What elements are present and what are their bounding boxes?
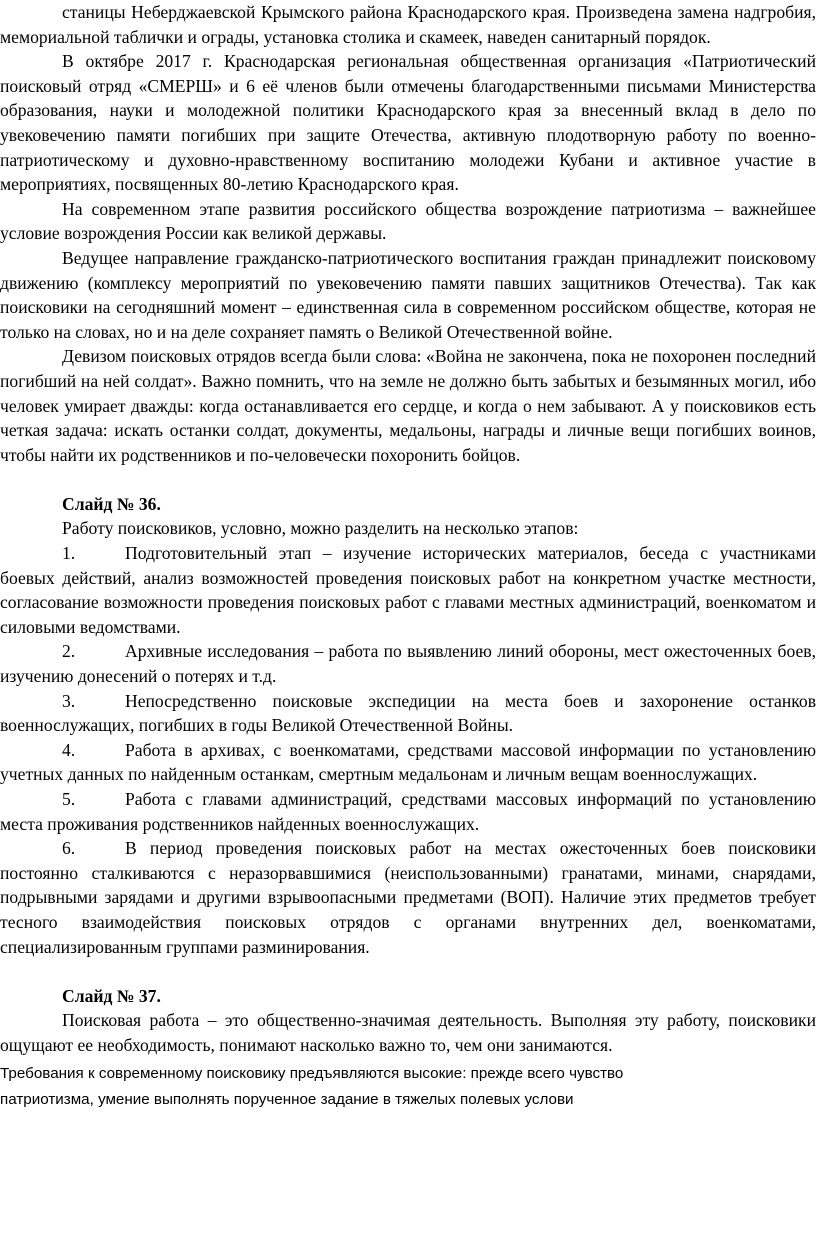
slide-36-intro: Работу поисковиков, условно, можно разделить на несколько этапов:	[62, 518, 579, 539]
paragraph-motto: Девизом поисковых отрядов всегда были слова: «Война не закончена, пока не похоронен последний погибший на ней солдат». Важно помнить, что на земле не должно быть забытых и безымянных могил, ибо человек умирает дважды: когда останавливается его сердце, и когда о нем забывают. А у поисковиков есть четкая задача: искать останки солдат, документы, медальоны, награды и личные вещи погибших воинов, чтобы найти их родственников и по-человечески похоронить бойцов.	[0, 346, 816, 465]
stage-item	[0, 787, 816, 836]
stage-item	[0, 738, 816, 787]
stage-text: Работа в архивах, с военкоматами, средствами массовой информации по установлению учетных данных по найденным останкам, смертным медальонам и личным вещам военнослужащих.	[0, 739, 816, 785]
stage-number: 4.	[62, 739, 76, 760]
stage-item	[0, 541, 816, 639]
paragraph-search-movement: Ведущее направление гражданско-патриотического воспитания граждан принадлежит поисковому движению (комплексу мероприятий по увековечению памяти павших защитников Отечества). Так как поисковики на сегодняшний момент – единственная сила в современном российском обществе, которая не только на словах, но и на деле сохраняет память о Великой Отечественной войне.	[0, 247, 816, 342]
stage-item	[0, 689, 816, 738]
paragraph-smersh-awards: В октябре 2017 г. Краснодарская региональная общественная организация «Патриотический поисковый отряд «СМЕРШ» и 6 её членов были отмечены благодарственными письмами Министерства образования, науки и молодежной политики Краснодарского края за внесенный вклад в дело по увековечению памяти погибших при защите Отечества, активную плодотворную работу по военно-патриотическому и духовно-нравственному воспитанию молодежи Кубани и активное участие в мероприятиях, посвященных 80-летию Краснодарского края.	[0, 51, 816, 195]
paragraph-patriotism-revival: На современном этапе развития российского общества возрождение патриотизма – важнейшее условие возрождения России как великой державы.	[0, 198, 816, 244]
stage-number: 2.	[62, 641, 76, 662]
requirements-line: патриотизма, умение выполнять порученное задание в тяжелых полевых услови	[0, 1091, 574, 1109]
stage-number: 3.	[62, 690, 76, 711]
stage-item	[0, 836, 816, 959]
stage-text: Работа с главами администраций, средствами массовых информаций по установлению места проживания родственников найденных военнослужащих.	[0, 789, 816, 834]
slide-37-paragraph: Поисковая работа – это общественно-значимая деятельность. Выполняя эту работу, поисковики ощущают ее необходимость, понимают насколько важно то, чем они занимаются.	[0, 1010, 816, 1055]
slide-36-heading: Слайд № 36.	[62, 493, 161, 514]
stage-number: 6.	[62, 838, 76, 859]
requirements-line: Требования к современному поисковику предъявляются высокие: прежде всего чувство	[0, 1064, 624, 1082]
stage-text: Непосредственно поисковые экспедиции на места боев и захоронение останков военнослужащих, погибших в годы Великой Отечественной Войны.	[0, 690, 816, 736]
stage-number: 5.	[62, 789, 76, 809]
stage-text: В период проведения поисковых работ на местах ожесточенных боев поисковики постоянно сталкиваются с неразорвавшимися (неиспользованными) гранатами, минами, снарядами, подрывными зарядами и другими взрывоопасными предметами (ВОП). Наличие этих предметов требует тесного взаимодействия поисковых отрядов с органами внутренних дел, военкоматами, специализированным группами разминирования.	[0, 838, 816, 957]
stage-text: Подготовительный этап – изучение исторических материалов, беседа с участниками боевых действий, анализ возможностей проведения поисковых работ на конкретном участке местности, согласование возможности проведения поисковых работ с главами местных администраций, военкоматом и силовыми ведомствами.	[0, 543, 816, 637]
slide-37-heading: Слайд № 37.	[62, 985, 161, 1006]
paragraph-cemetery-restoration: станицы Неберджаевской Крымского района Краснодарского края. Произведена замена надгробия, мемориальной таблички и ограды, установка столика и скамеек, наведен санитарный порядок.	[0, 2, 816, 47]
stage-number: 1.	[62, 543, 76, 564]
spacer	[0, 467, 816, 492]
spacer	[0, 959, 816, 984]
stage-item	[0, 639, 816, 688]
stage-text: Архивные исследования – работа по выявлению линий обороны, мест ожесточенных боев, изучению донесений о потерях и т.д.	[0, 641, 816, 687]
